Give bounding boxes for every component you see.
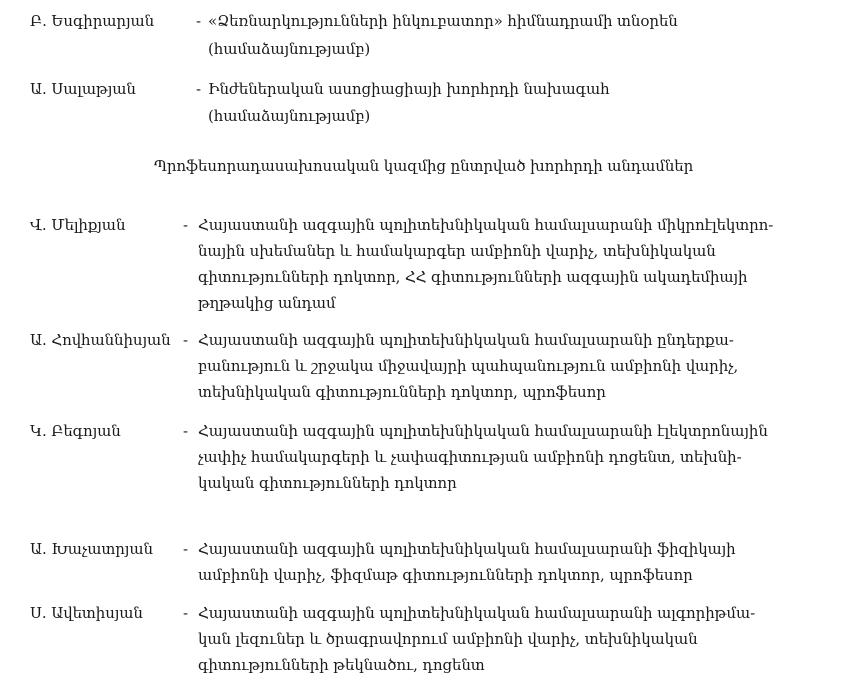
section-heading: Պրոֆեսորադասախոսական կազմից ընտրված խորհրդի անդամներ	[153, 157, 694, 175]
role-line: ամբիոնի վարիչ, ֆիզմաթ գիտությունների դոկտոր, պրոֆեսոր	[198, 566, 693, 584]
member-name: Կ. Բեգոյան	[30, 422, 121, 440]
role-dash: -	[183, 604, 188, 622]
role-line: (համաձայնությամբ)	[208, 40, 371, 58]
role-line: կան լեզուներ և ծրագրավորում ամբիոնի վարիչ, տեխնիկական	[198, 630, 698, 648]
member-name: Ա. Հովհաննիսյան	[30, 331, 171, 349]
role-dash: -	[183, 331, 188, 349]
role-dash: -	[183, 422, 188, 440]
member-name: Ս. Ավետիսյան	[30, 604, 143, 622]
role-dash: -	[196, 12, 201, 30]
role-dash: -	[183, 540, 188, 558]
role-line: Ինժեներական ասոցիացիայի խորհրդի նախագահ	[208, 80, 610, 98]
role-line: Հայաստանի ազգային պոլիտեխնիկական համալսարանի միկրոէլեկտրո-	[198, 216, 774, 234]
role-line: գիտությունների թեկնածու, դոցենտ	[198, 656, 485, 674]
role-line: կական գիտությունների դոկտոր	[198, 474, 457, 492]
member-name: Վ. Մելիքյան	[30, 216, 126, 234]
role-line: տեխնիկական գիտությունների դոկտոր, պրոֆեսոր	[198, 383, 606, 401]
role-line: նային սխեմաներ և համակարգեր ամբիոնի վարիչ, տեխնիկական	[198, 242, 716, 260]
member-name: Ա. Խաչատրյան	[30, 540, 153, 558]
role-line: Հայաստանի ազգային պոլիտեխնիկական համալսարանի էլեկտրոնային	[198, 422, 768, 440]
role-line: (համաձայնությամբ)	[208, 107, 371, 125]
role-line: բանություն և շրջակա միջավայրի պահպանություն ամբիոնի վարիչ,	[198, 357, 739, 375]
role-dash: -	[183, 216, 188, 234]
role-dash: -	[196, 80, 201, 98]
role-line: «Ձեռնարկությունների ինկուբատոր» հիմնադրամի տնօրեն	[208, 12, 678, 30]
member-name: Ա. Սալաթյան	[30, 80, 136, 98]
role-line: չափիչ համակարգերի և չափագիտության ամբիոնի դոցենտ, տեխնի-	[198, 448, 742, 466]
role-line: Հայաստանի ազգային պոլիտեխնիկական համալսարանի ընդերքա-	[198, 331, 734, 349]
role-line: Հայաստանի ազգային պոլիտեխնիկական համալսարանի ֆիզիկայի	[198, 540, 736, 558]
role-line: գիտությունների դոկտոր, ՀՀ գիտությունների ազգային ակադեմիայի	[198, 268, 748, 286]
role-line: թղթակից անդամ	[198, 294, 336, 312]
member-name: Բ. Եսգիրարյան	[30, 12, 155, 30]
role-line: Հայաստանի ազգային պոլիտեխնիկական համալսարանի ալգորիթմա-	[198, 604, 756, 622]
